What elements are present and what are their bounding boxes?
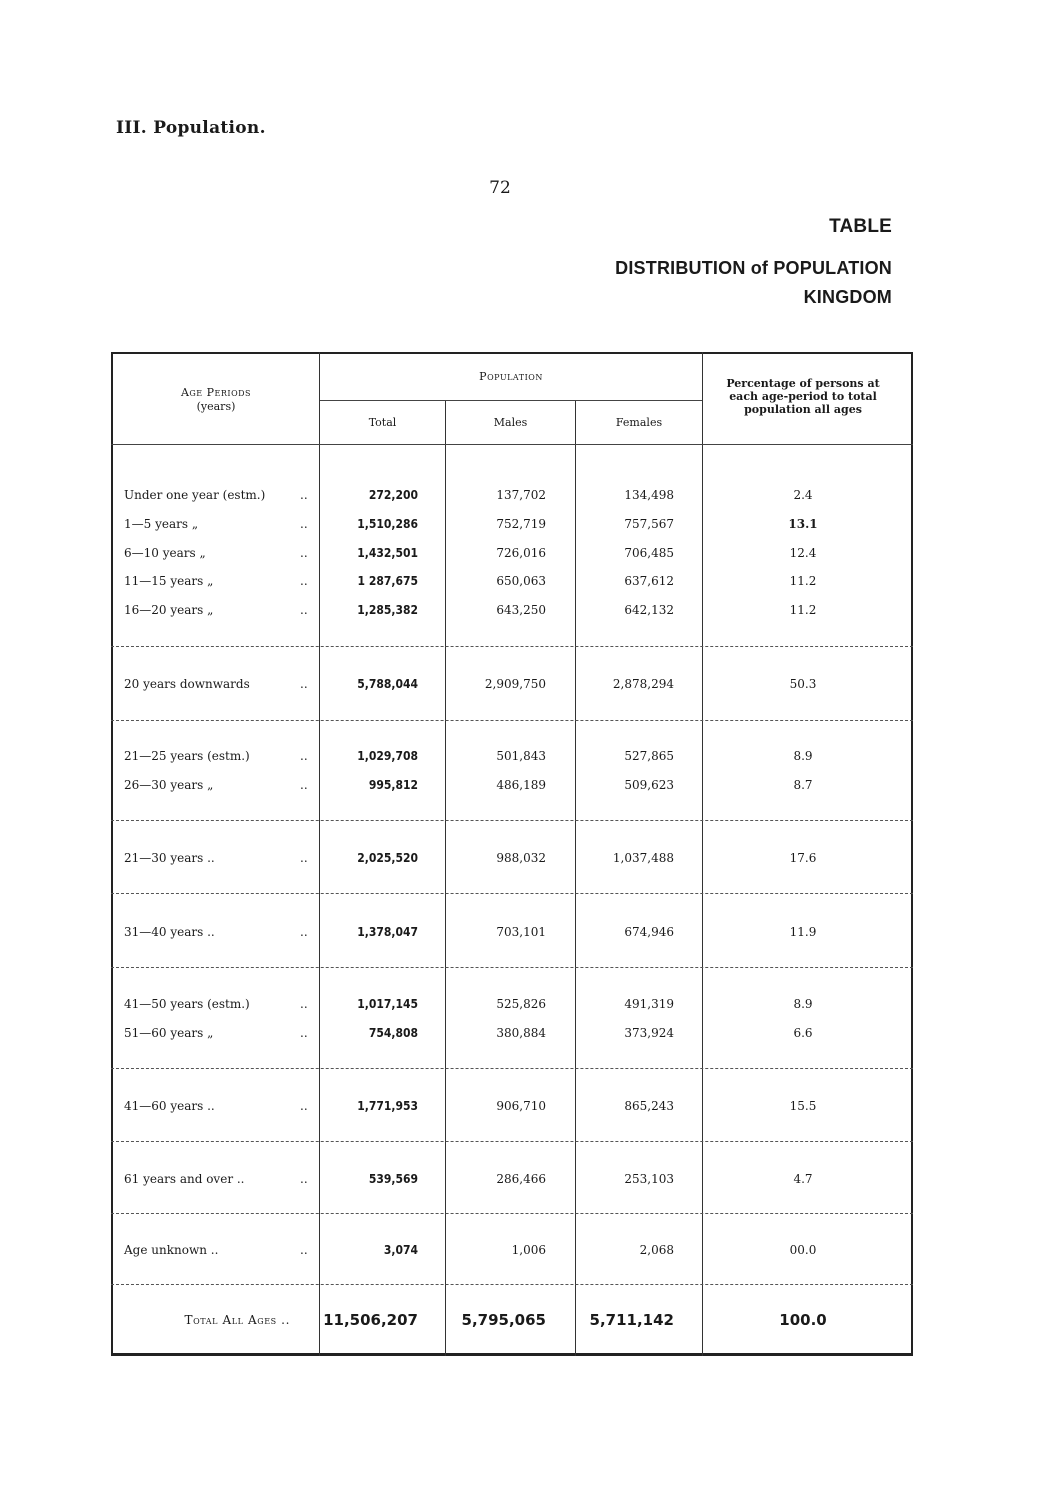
row-total: 2,025,520 [357, 851, 418, 865]
total-row-label: Total All Ages .. [184, 1313, 290, 1327]
row-leader-dots: .. [300, 1243, 308, 1257]
row-total: 1,285,382 [357, 603, 418, 617]
row-leader-dots: .. [300, 997, 308, 1011]
row-leader-dots: .. [300, 1026, 308, 1040]
row-label: 61 years and over .. [124, 1172, 245, 1186]
row-leader-dots: .. [300, 851, 308, 865]
row-group-rule [111, 646, 913, 647]
row-females: 706,485 [624, 546, 674, 560]
row-females: 642,132 [624, 603, 674, 617]
row-leader-dots: .. [300, 488, 308, 502]
row-group-rule [111, 1284, 913, 1285]
row-label: 26—30 years „ [124, 778, 214, 792]
row-males: 486,189 [496, 778, 546, 792]
row-total: 3,074 [383, 1243, 418, 1257]
row-percentage: 11.2 [789, 603, 817, 617]
row-females: 2,068 [639, 1243, 674, 1257]
row-total: 5,788,044 [357, 677, 418, 691]
row-total: 539,569 [368, 1172, 418, 1186]
page-number: 72 [489, 178, 511, 198]
row-total: 1,771,953 [357, 1099, 418, 1113]
row-total: 1 287,675 [357, 574, 418, 588]
total-row-pct: 100.0 [779, 1311, 827, 1329]
column-divider [319, 352, 320, 1356]
row-total: 272,200 [368, 488, 418, 502]
row-females: 491,319 [624, 997, 674, 1011]
row-total: 754,808 [368, 1026, 418, 1040]
row-leader-dots: .. [300, 749, 308, 763]
row-percentage: 8.9 [793, 997, 813, 1011]
row-males: 1,006 [511, 1243, 546, 1257]
row-percentage: 2.4 [793, 488, 813, 502]
row-males: 286,466 [496, 1172, 546, 1186]
row-females: 865,243 [624, 1099, 674, 1113]
row-leader-dots: .. [300, 574, 308, 588]
row-percentage: 17.6 [789, 851, 817, 865]
row-percentage: 15.5 [789, 1099, 817, 1113]
row-group-rule [111, 720, 913, 721]
row-females: 134,498 [624, 488, 674, 502]
row-males: 2,909,750 [484, 677, 546, 691]
row-leader-dots: .. [300, 517, 308, 531]
row-males: 988,032 [496, 851, 546, 865]
row-label: 21—30 years .. [124, 851, 215, 865]
row-males: 501,843 [496, 749, 546, 763]
total-row-males: 5,795,065 [461, 1311, 546, 1329]
header-subrule [320, 400, 702, 401]
row-percentage: 4.7 [793, 1172, 813, 1186]
row-percentage: 11.2 [789, 574, 817, 588]
header-males: Males [493, 416, 528, 429]
row-label: 41—50 years (estm.) [124, 997, 250, 1011]
header-age-periods-unit: (years) [196, 400, 236, 413]
row-percentage: 8.7 [793, 778, 813, 792]
row-label: Under one year (estm.) [124, 488, 266, 502]
row-males: 726,016 [496, 546, 546, 560]
header-percentage-line1: Percentage of persons at [726, 377, 880, 390]
row-males: 643,250 [496, 603, 546, 617]
header-total: Total [368, 416, 397, 429]
row-label: 51—60 years „ [124, 1026, 214, 1040]
row-label: 6—10 years „ [124, 546, 206, 560]
row-leader-dots: .. [300, 778, 308, 792]
row-leader-dots: .. [300, 603, 308, 617]
table-heading-line2: DISTRIBUTION of POPULATION [615, 258, 892, 278]
header-age-periods: Age Periods [180, 386, 252, 399]
row-males: 703,101 [496, 925, 546, 939]
table-heading-line1: TABLE [829, 216, 892, 237]
row-group-rule [111, 967, 913, 968]
row-label: 31—40 years .. [124, 925, 215, 939]
row-percentage: 12.4 [789, 546, 817, 560]
row-label: Age unknown .. [124, 1243, 219, 1257]
row-females: 509,623 [624, 778, 674, 792]
row-leader-dots: .. [300, 1099, 308, 1113]
row-leader-dots: .. [300, 925, 308, 939]
row-label: 21—25 years (estm.) [124, 749, 250, 763]
row-total: 1,017,145 [357, 997, 418, 1011]
row-females: 757,567 [624, 517, 674, 531]
row-percentage: 00.0 [789, 1243, 817, 1257]
row-leader-dots: .. [300, 546, 308, 560]
row-females: 674,946 [624, 925, 674, 939]
row-females: 2,878,294 [612, 677, 674, 691]
row-total: 1,510,286 [357, 517, 418, 531]
header-population: Population [479, 370, 543, 383]
row-percentage: 6.6 [793, 1026, 813, 1040]
row-label: 1—5 years „ [124, 517, 199, 531]
row-group-rule [111, 1213, 913, 1214]
row-percentage: 11.9 [789, 925, 817, 939]
total-row-females: 5,711,142 [589, 1311, 674, 1329]
row-males: 137,702 [496, 488, 546, 502]
row-total: 1,432,501 [357, 546, 418, 560]
row-males: 650,063 [496, 574, 546, 588]
header-females: Females [615, 416, 663, 429]
row-males: 752,719 [496, 517, 546, 531]
row-percentage: 8.9 [793, 749, 813, 763]
row-males: 906,710 [496, 1099, 546, 1113]
section-title: III. Population. [116, 118, 266, 138]
row-leader-dots: .. [300, 677, 308, 691]
row-group-rule [111, 1068, 913, 1069]
row-females: 527,865 [624, 749, 674, 763]
total-row-total: 11,506,207 [323, 1311, 418, 1329]
row-label: 41—60 years .. [124, 1099, 215, 1113]
row-percentage: 50.3 [789, 677, 817, 691]
row-label: 11—15 years „ [124, 574, 214, 588]
row-females: 373,924 [624, 1026, 674, 1040]
row-females: 253,103 [624, 1172, 674, 1186]
column-divider [702, 352, 703, 1356]
row-label: 16—20 years „ [124, 603, 214, 617]
header-percentage-line3: population all ages [744, 403, 862, 416]
row-females: 1,037,488 [612, 851, 674, 865]
row-total: 1,029,708 [357, 749, 418, 763]
row-total: 1,378,047 [357, 925, 418, 939]
row-group-rule [111, 820, 913, 821]
header-bottom-rule [111, 444, 913, 445]
row-percentage: 13.1 [788, 517, 818, 531]
row-leader-dots: .. [300, 1172, 308, 1186]
row-total: 995,812 [368, 778, 418, 792]
row-group-rule [111, 893, 913, 894]
header-percentage-line2: each age-period to total [729, 390, 877, 403]
row-label: 20 years downwards [124, 677, 250, 691]
row-males: 525,826 [496, 997, 546, 1011]
row-females: 637,612 [624, 574, 674, 588]
row-males: 380,884 [496, 1026, 546, 1040]
table-heading-line3: KINGDOM [803, 287, 892, 307]
row-group-rule [111, 1141, 913, 1142]
